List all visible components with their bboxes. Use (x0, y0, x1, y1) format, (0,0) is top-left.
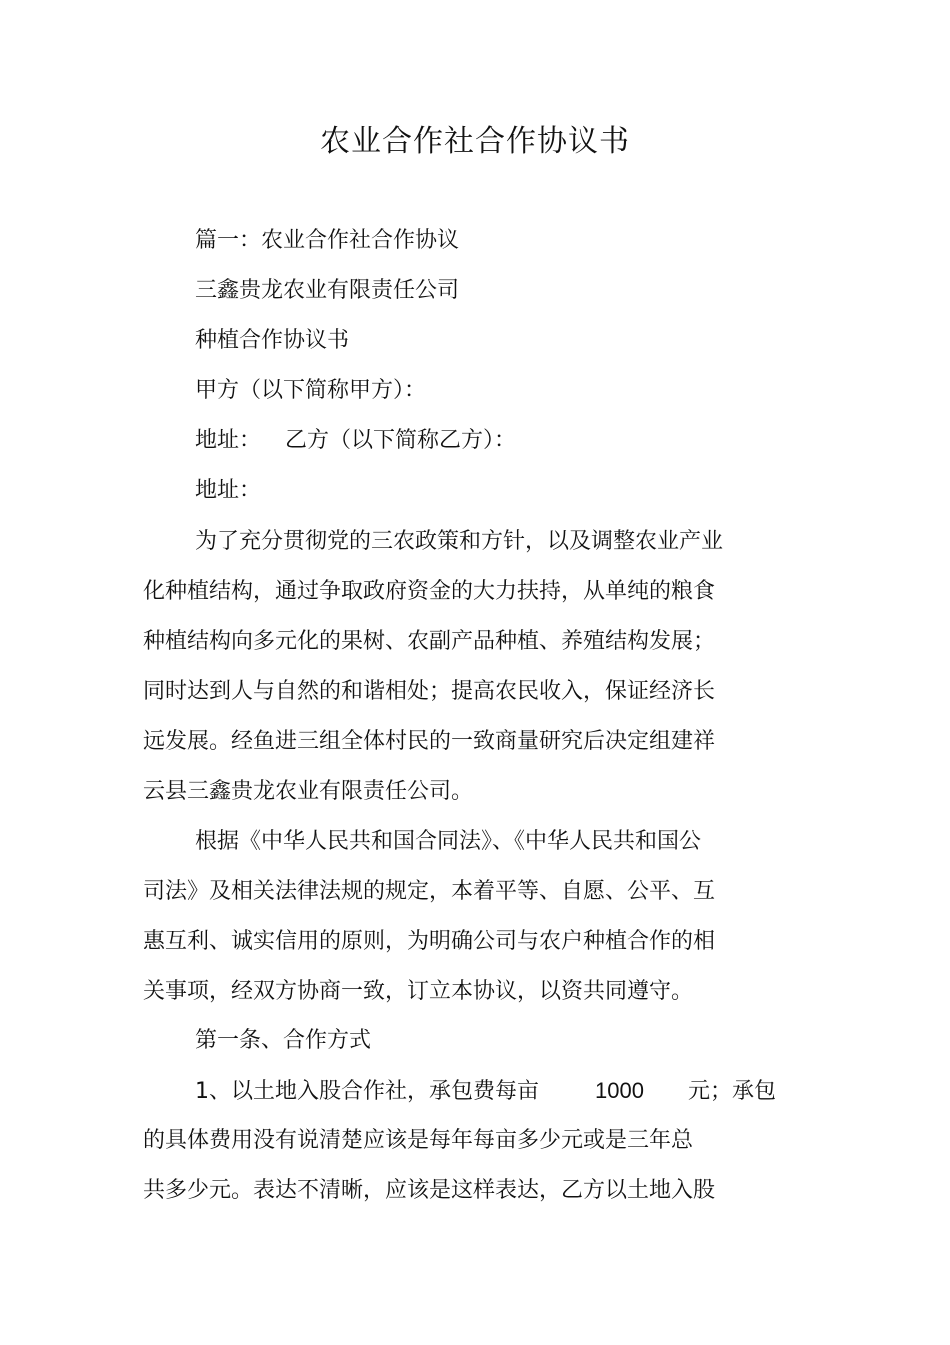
fee-unit-text: 元；承包 (687, 1079, 776, 1104)
paragraph-2-line-1: 根据《中华人民共和国合同法》、《中华人民共和国公 (195, 829, 702, 854)
paragraph-1-line-5: 远发展。经鱼进三组全体村民的一致商量研究后决定组建祥 (143, 729, 716, 754)
section-1-item-1-line-3: 共多少元。表达不清晰，应该是这样表达，乙方以土地入股 (143, 1178, 716, 1203)
paragraph-1-line-1: 为了充分贯彻党的三农政策和方针，以及调整农业产业 (195, 529, 724, 554)
agreement-subtitle: 种植合作协议书 (195, 328, 350, 353)
section-1-item-1-line-1 (195, 1076, 776, 1107)
paragraph-1-line-6: 云县三鑫贵龙农业有限责任公司。 (143, 779, 474, 804)
paragraph-2-line-4: 关事项，经双方协商一致，订立本协议，以资共同遵守。 (143, 979, 694, 1004)
document-title: 农业合作社合作协议书 (320, 124, 630, 159)
clause-text: 1、以土地入股合作社，承包费每亩 (195, 1079, 539, 1104)
paragraph-1-line-2: 化种植结构，通过争取政府资金的大力扶持，从单纯的粮食 (143, 579, 716, 604)
address-party-b-line (195, 426, 516, 456)
section-1-heading: 第一条、合作方式 (195, 1028, 372, 1053)
company-name: 三鑫贵龙农业有限责任公司 (195, 278, 460, 303)
paragraph-2-line-2: 司法》及相关法律法规的规定，本着平等、自愿、公平、互 (143, 879, 716, 904)
party-a-label: 甲方（以下简称甲方）： (195, 378, 427, 403)
heading-part-one: 篇一：农业合作社合作协议 (195, 228, 460, 253)
fee-amount: 1000 (595, 1078, 644, 1103)
section-1-item-1-line-2: 的具体费用没有说清楚应该是每年每亩多少元或是三年总 (143, 1128, 694, 1153)
address-label-b: 地址： (195, 478, 262, 503)
paragraph-2-line-3: 惠互利、诚实信用的原则，为明确公司与农户种植合作的相 (143, 929, 716, 954)
address-label: 地址： (195, 428, 262, 453)
party-b-label: 乙方（以下简称乙方）： (285, 428, 517, 453)
paragraph-1-line-3: 种植结构向多元化的果树、农副产品种植、养殖结构发展； (143, 629, 716, 654)
paragraph-1-line-4: 同时达到人与自然的和谐相处；提高农民收入，保证经济长 (143, 679, 716, 704)
